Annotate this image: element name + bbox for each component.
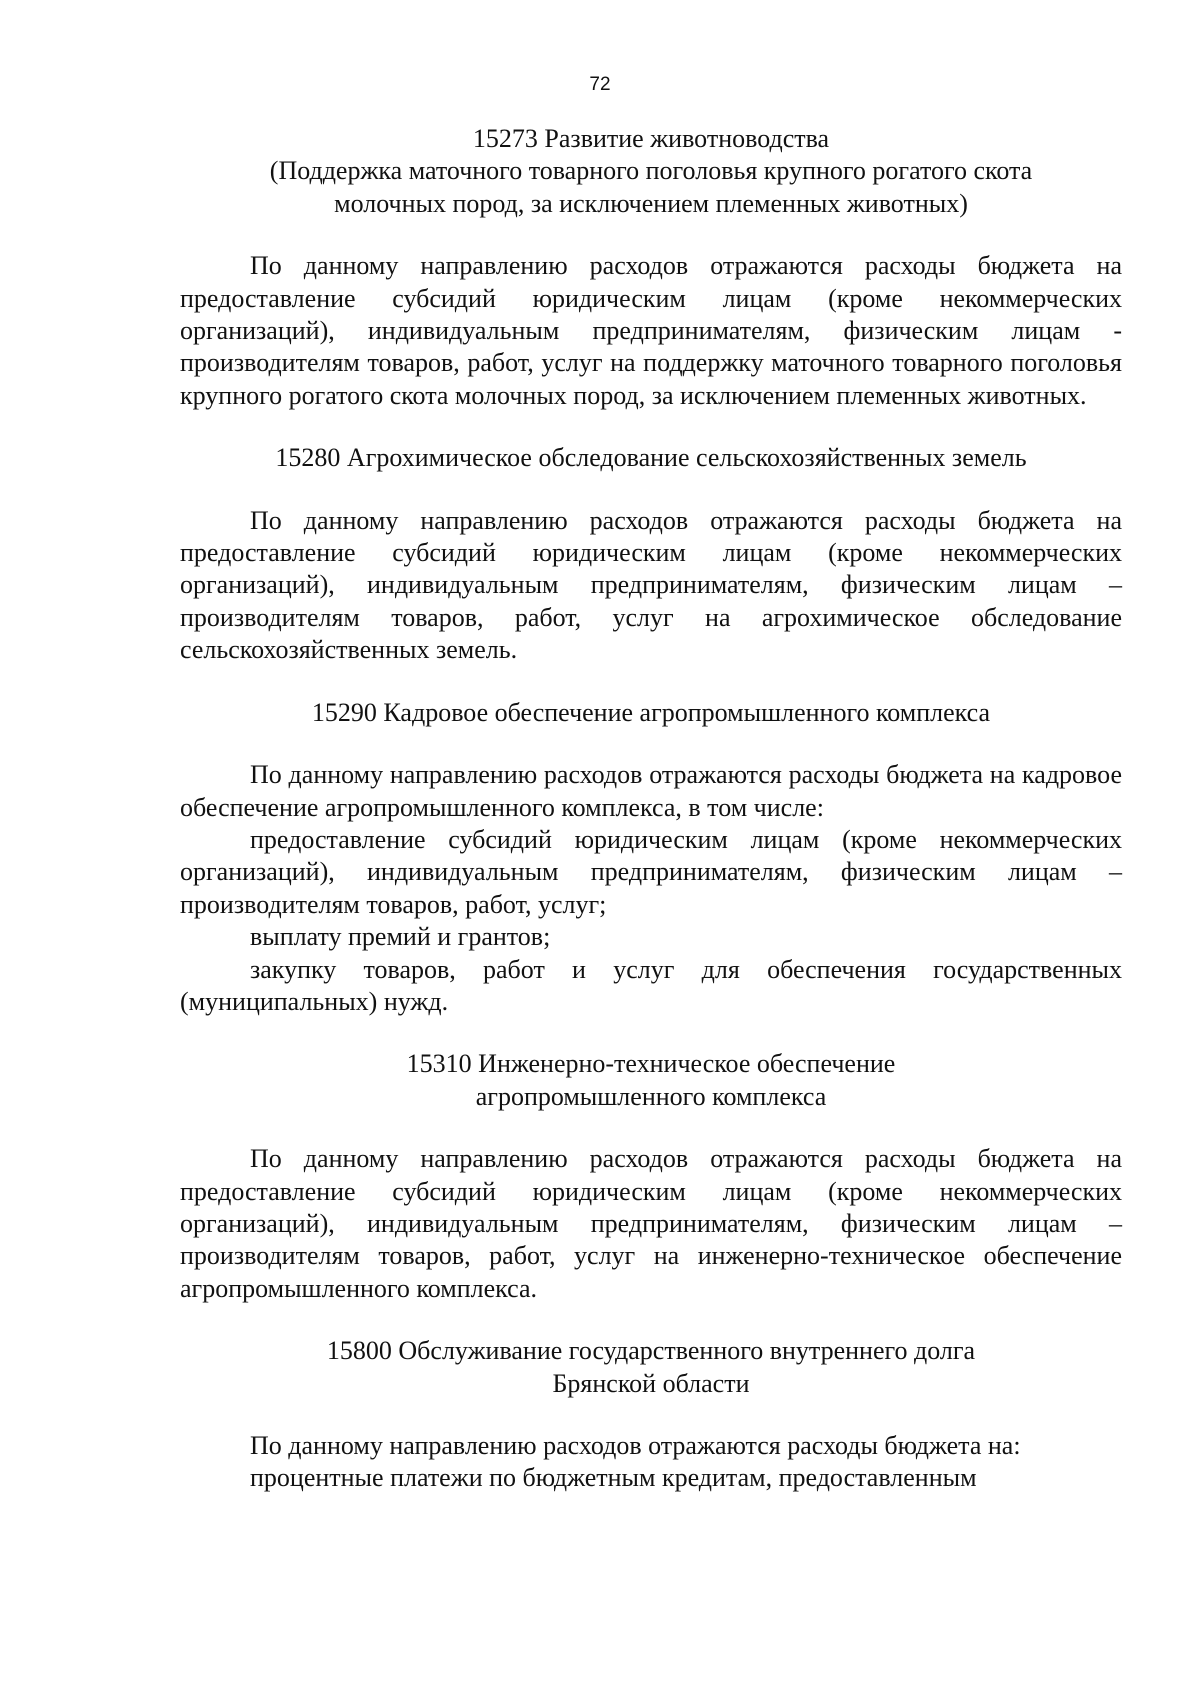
section-paragraph: По данному направлению расходов отражаются расходы бюджета на кадровое обеспечение агропромышленного комплекса, в том числе: — [180, 760, 1122, 822]
section-paragraph: процентные платежи по бюджетным кредитам, предоставленным — [250, 1463, 977, 1493]
page-number: 72 — [589, 74, 611, 95]
section-paragraph: По данному направлению расходов отражаются расходы бюджета на предоставление субсидий юридическим лицам (кроме некоммерческих организаций), индивидуальным предпринимателям, физическим лицам – производителям товаров, работ, услуг на инженерно-техническое обеспечение агропромышленного комплекса. — [180, 1144, 1122, 1303]
heading-line: молочных пород, за исключением племенных животных) — [334, 188, 968, 218]
heading-line: (Поддержка маточного товарного поголовья крупного рогатого скота — [269, 156, 1033, 186]
section-paragraph: выплату премий и грантов; — [250, 922, 551, 952]
heading-line: 15280 Агрохимическое обследование сельскохозяйственных земель — [275, 443, 1027, 473]
heading-line: 15310 Инженерно-техническое обеспечение — [406, 1049, 896, 1079]
section-paragraph: предоставление субсидий юридическим лицам (кроме некоммерческих организаций), индивидуальным предпринимателям, физическим лицам – производителям товаров, работ, услуг; — [180, 824, 1122, 919]
section-paragraph: По данному направлению расходов отражаются расходы бюджета на предоставление субсидий юридическим лицам (кроме некоммерческих организаций), индивидуальным предпринимателям, физическим лицам – производителям товаров, работ, услуг на агрохимическое обследование сельскохозяйственных земель. — [180, 505, 1122, 665]
heading-line: 15800 Обслуживание государственного внутреннего долга — [326, 1336, 976, 1366]
heading-line: агропромышленного комплекса — [475, 1081, 827, 1111]
section-heading-15800 — [180, 1335, 1122, 1400]
section-heading-15273 — [180, 123, 1122, 220]
section-paragraph: По данному направлению расходов отражаются расходы бюджета на предоставление субсидий юридическим лицам (кроме некоммерческих организаций), индивидуальным предпринимателям, физическим лицам - производителям товаров, работ, услуг на поддержку маточного товарного поголовья крупного рогатого скота молочных пород, за исключением племенных животных. — [180, 251, 1122, 410]
document-body — [180, 123, 1122, 1495]
heading-line: 15273 Развитие животноводства — [472, 124, 830, 153]
section-paragraph: По данному направлению расходов отражаются расходы бюджета на: — [250, 1431, 1021, 1460]
heading-line: 15290 Кадровое обеспечение агропромышленного комплекса — [311, 697, 991, 727]
section-heading-15310 — [180, 1048, 1122, 1113]
section-heading-15290 — [180, 697, 1122, 729]
section-paragraph: закупку товаров, работ и услуг для обеспечения государственных (муниципальных) нужд. — [180, 954, 1122, 1016]
section-heading-15280 — [180, 442, 1122, 474]
heading-line: Брянской области — [552, 1368, 750, 1398]
